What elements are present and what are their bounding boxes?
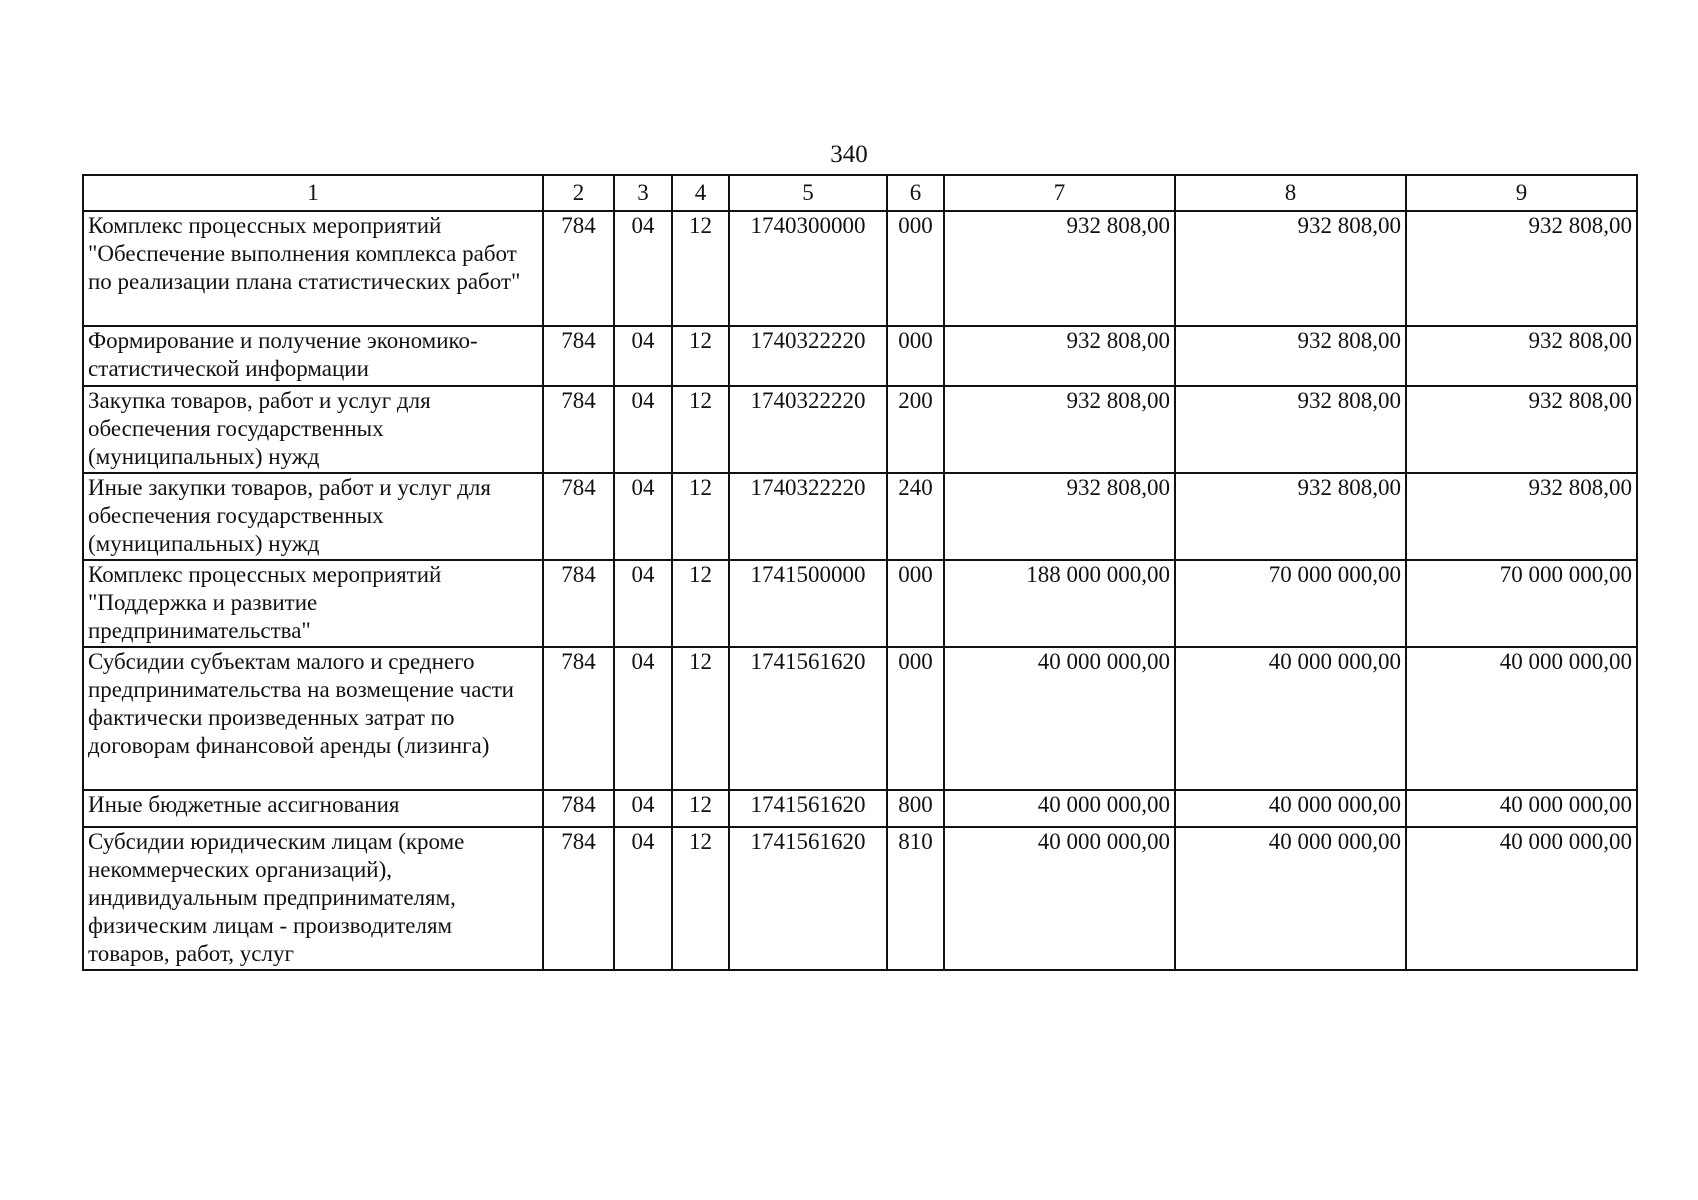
row-name: Комплекс процессных мероприятий "Обеспечение выполнения комплекса работ по реализации плана статистических работ": [83, 211, 543, 326]
table-row: [83, 790, 1637, 827]
row-name: Иные закупки товаров, работ и услуг для обеспечения государственных (муниципальных) нужд: [83, 473, 543, 560]
row-subsection-code: 12: [672, 473, 729, 560]
row-amount-col9: 932 808,00: [1406, 326, 1637, 386]
table-header: [83, 175, 1637, 211]
table-row: [83, 827, 1637, 970]
table-row: [83, 560, 1637, 647]
table-row: [83, 386, 1637, 473]
row-amount-col9: 932 808,00: [1406, 386, 1637, 473]
row-amount-col7: 932 808,00: [944, 326, 1175, 386]
row-section-code: 04: [614, 211, 672, 326]
header-col-8: 8: [1175, 175, 1406, 211]
row-section-code: 04: [614, 827, 672, 970]
table-row: [83, 326, 1637, 386]
row-amount-col8: 932 808,00: [1175, 473, 1406, 560]
row-expense-type: 000: [887, 211, 944, 326]
row-ministry-code: 784: [543, 473, 614, 560]
header-col-3: 3: [614, 175, 672, 211]
row-amount-col8: 40 000 000,00: [1175, 790, 1406, 827]
row-name: Комплекс процессных мероприятий "Поддержка и развитие предпринимательства": [83, 560, 543, 647]
row-ministry-code: 784: [543, 790, 614, 827]
header-row: [83, 175, 1637, 211]
row-subsection-code: 12: [672, 386, 729, 473]
row-amount-col9: 40 000 000,00: [1406, 790, 1637, 827]
budget-table: [82, 174, 1638, 971]
row-amount-col7: 932 808,00: [944, 386, 1175, 473]
header-col-4: 4: [672, 175, 729, 211]
row-amount-col9: 40 000 000,00: [1406, 647, 1637, 790]
row-subsection-code: 12: [672, 560, 729, 647]
row-subsection-code: 12: [672, 326, 729, 386]
header-col-1: 1: [83, 175, 543, 211]
row-expense-type: 000: [887, 647, 944, 790]
row-subsection-code: 12: [672, 790, 729, 827]
row-ministry-code: 784: [543, 326, 614, 386]
row-section-code: 04: [614, 790, 672, 827]
row-amount-col8: 40 000 000,00: [1175, 647, 1406, 790]
header-col-9: 9: [1406, 175, 1637, 211]
row-name: Закупка товаров, работ и услуг для обеспечения государственных (муниципальных) нужд: [83, 386, 543, 473]
header-col-7: 7: [944, 175, 1175, 211]
row-amount-col7: 40 000 000,00: [944, 790, 1175, 827]
row-name: Формирование и получение экономико-статистической информации: [83, 326, 543, 386]
header-col-2: 2: [543, 175, 614, 211]
row-amount-col8: 40 000 000,00: [1175, 827, 1406, 970]
row-amount-col9: 70 000 000,00: [1406, 560, 1637, 647]
row-expense-type: 800: [887, 790, 944, 827]
row-ministry-code: 784: [543, 560, 614, 647]
row-amount-col7: 40 000 000,00: [944, 827, 1175, 970]
row-amount-col8: 70 000 000,00: [1175, 560, 1406, 647]
row-amount-col7: 188 000 000,00: [944, 560, 1175, 647]
table-row: [83, 473, 1637, 560]
row-section-code: 04: [614, 560, 672, 647]
row-amount-col8: 932 808,00: [1175, 211, 1406, 326]
row-target-article: 1740322220: [729, 326, 887, 386]
row-target-article: 1741561620: [729, 790, 887, 827]
row-amount-col7: 40 000 000,00: [944, 647, 1175, 790]
row-target-article: 1740322220: [729, 473, 887, 560]
row-amount-col9: 40 000 000,00: [1406, 827, 1637, 970]
row-expense-type: 240: [887, 473, 944, 560]
row-name: Субсидии субъектам малого и среднего предпринимательства на возмещение части фактически произведенных затрат по договорам финансовой аренды (лизинга): [83, 647, 543, 790]
row-section-code: 04: [614, 473, 672, 560]
row-subsection-code: 12: [672, 827, 729, 970]
row-expense-type: 810: [887, 827, 944, 970]
row-section-code: 04: [614, 326, 672, 386]
row-amount-col8: 932 808,00: [1175, 326, 1406, 386]
row-amount-col8: 932 808,00: [1175, 386, 1406, 473]
row-subsection-code: 12: [672, 211, 729, 326]
row-target-article: 1741500000: [729, 560, 887, 647]
row-name: Субсидии юридическим лицам (кроме некоммерческих организаций), индивидуальным предпринимателям, физическим лицам - производителям товаров, работ, услуг: [83, 827, 543, 970]
row-amount-col9: 932 808,00: [1406, 473, 1637, 560]
row-section-code: 04: [614, 386, 672, 473]
row-ministry-code: 784: [543, 647, 614, 790]
table-body: [83, 211, 1637, 970]
row-ministry-code: 784: [543, 211, 614, 326]
row-section-code: 04: [614, 647, 672, 790]
row-ministry-code: 784: [543, 827, 614, 970]
header-col-5: 5: [729, 175, 887, 211]
table-row: [83, 211, 1637, 326]
header-col-6: 6: [887, 175, 944, 211]
row-expense-type: 000: [887, 560, 944, 647]
page-number: 340: [830, 141, 868, 168]
row-amount-col7: 932 808,00: [944, 211, 1175, 326]
row-subsection-code: 12: [672, 647, 729, 790]
row-amount-col7: 932 808,00: [944, 473, 1175, 560]
row-target-article: 1740322220: [729, 386, 887, 473]
row-target-article: 1741561620: [729, 647, 887, 790]
table-row: [83, 647, 1637, 790]
row-expense-type: 200: [887, 386, 944, 473]
row-expense-type: 000: [887, 326, 944, 386]
row-name: Иные бюджетные ассигнования: [83, 790, 543, 827]
row-ministry-code: 784: [543, 386, 614, 473]
row-amount-col9: 932 808,00: [1406, 211, 1637, 326]
row-target-article: 1740300000: [729, 211, 887, 326]
row-target-article: 1741561620: [729, 827, 887, 970]
